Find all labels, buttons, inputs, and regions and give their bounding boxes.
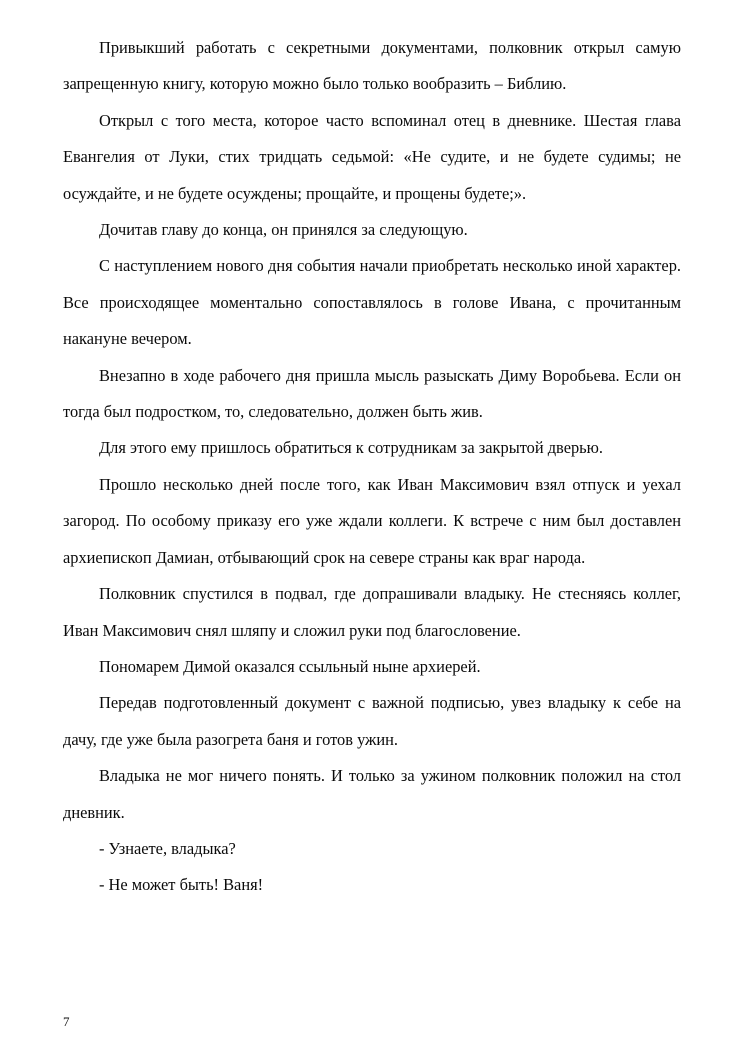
paragraph: Владыка не мог ничего понять. И только за ужином полковник положил на стол дневник. — [63, 766, 681, 822]
dialogue-line: - Не может быть! Ваня! — [99, 875, 264, 895]
page-number: 7 — [63, 1014, 70, 1029]
paragraph: Прошло несколько дней после того, как Иван Максимович взял отпуск и уехал загород. По особому приказу его уже ждали коллеги. К встрече с ним был доставлен архиепископ Дамиан, отбывающий срок на севере страны как враг народа. — [63, 474, 681, 567]
paragraph: Для этого ему пришлось обратиться к сотрудникам за закрытой дверью. — [99, 438, 603, 458]
paragraph: Привыкший работать с секретными документами, полковник открыл самую запрещенную книгу, которую можно было только вообразить – Библию. — [63, 38, 681, 94]
dialogue-line: - Узнаете, владыка? — [99, 838, 236, 858]
body-text-column — [63, 30, 681, 904]
paragraph: С наступлением нового дня события начали приобретать несколько иной характер. Все происходящее моментально сопоставлялось в голове Ивана, с прочитанным накануне вечером. — [63, 256, 681, 349]
paragraph: Пономарем Димой оказался ссыльный ныне архиерей. — [99, 656, 481, 676]
paragraph: Внезапно в ходе рабочего дня пришла мысль разыскать Диму Воробьева. Если он тогда был подростком, то, следовательно, должен быть жив. — [63, 365, 681, 422]
paragraph: Дочитав главу до конца, он принялся за следующую. — [99, 220, 468, 240]
paragraph: Открыл с того места, которое часто вспоминал отец в дневнике. Шестая глава Евангелия от Луки, стих тридцать седьмой: «Не судите, и не будете судимы; не осуждайте, и не будете осуждены; прощайте, и прощены будете;». — [63, 110, 681, 203]
paragraph: Передав подготовленный документ с важной подписью, увез владыку к себе на дачу, где уже была разогрета баня и готов ужин. — [63, 693, 681, 749]
paragraph: Полковник спустился в подвал, где допрашивали владыку. Не стесняясь коллег, Иван Максимович снял шляпу и сложил руки под благословение. — [63, 584, 681, 640]
